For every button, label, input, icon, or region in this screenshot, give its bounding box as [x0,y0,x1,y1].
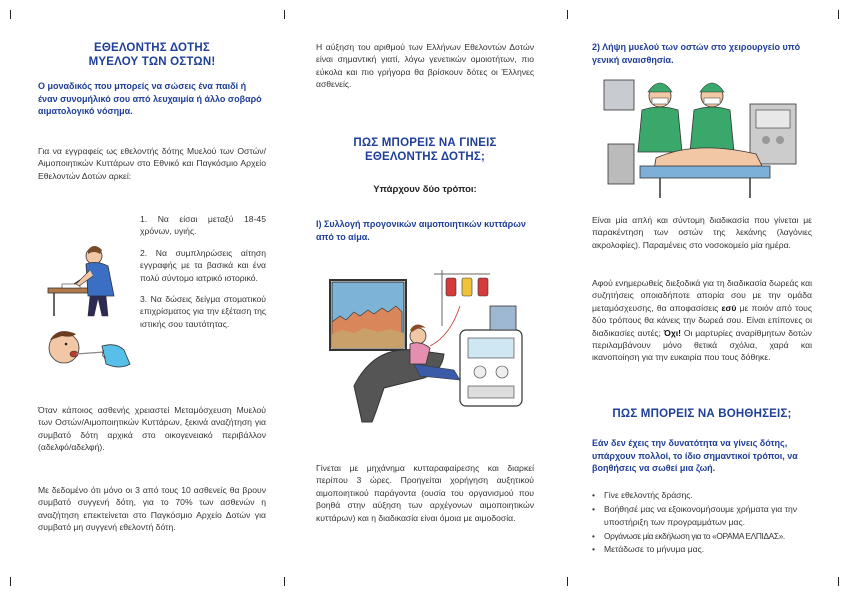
two-ways-label: Υπάρχουν δύο τρόποι: [373,184,477,195]
help-lead: Εάν δεν έχεις την δυνατότητα να γίνεις δότης, υπάρχουν πολλοί, το ίδιο σημαντικοί τρόποι, να βοηθήσεις να σωθεί μια ζωή. [592,438,798,473]
growth-paragraph: Η αύξηση του αριθμού των Ελλήνων Εθελοντών Δοτών είναι σημαντική γιατί, λόγω γενετικών ομοιοτήτων, πιο εύκολα και πιο γρήγορα θα βρίσκουν δότες οι Έλληνες ασθενείς. [316,42,534,90]
main-title-line1: ΕΘΕΛΟΝΤΗΣ ΔΟΤΗΣ [93,42,211,54]
requirement-2: 2. Να συμπληρώσεις αίτηση εγγραφής με τα βασικά και ένα πολύ σύντομο ιατρικό ιστορικό. [140,247,266,283]
main-title [38,41,266,69]
how-to-become-heading [316,136,534,164]
decision-text-part3: Οι μαρτυρίες αναρίθμητων δοτών περιλαμβάνουν μόνο θετικά σχόλια, χαρά και ικανοποίηση για την ευκαιρία που τους δόθηκε. [592,327,812,363]
crop-mark-top-mid-left [284,10,285,19]
person-writing-illustration [44,240,134,318]
decision-text-part2: με ποιόν από τους δύο τρόπους θα κάνεις την δωρεά σου. Είναι επίπονες οι διαδικασίες αυτές; [592,302,812,338]
apheresis-donor-illustration [330,266,530,424]
requirement-1: 1. Να είσαι μεταξύ 18-45 χρόνων, υγιής. [140,214,266,237]
crop-mark-bottom-left [10,577,11,586]
help-item-volunteer: • Γίνε εθελοντής δράσης. [592,489,812,503]
help-item-spread-message: • Μετάδωσε το μήνυμα μας. [592,543,812,557]
crop-mark-bottom-right [838,577,839,586]
crop-mark-bottom-mid-left [284,577,285,586]
surgery-team-illustration [600,74,802,204]
lead-statement: Ο μοναδικός που μπορείς να σώσεις ένα παιδί ή έναν συνομήλικό σου από λευχαιμία ή άλλο σοβαρό αιματολογικό νόσημα. [38,81,262,116]
crop-mark-top-mid-right [567,10,568,19]
procedure-paragraph: Είναι μία απλή και σύντομη διαδικασία που γίνεται με παρακέντηση των οστών της λεκάνης (λαγόνιες ακρολοφίες). Παραμένεις στο νοσοκομείο μία ημέρα. [592,215,812,250]
main-title-line2: ΜΥΕΛΟΥ ΤΩΝ ΟΣΤΩΝ! [88,56,216,68]
help-list [592,489,812,557]
crop-mark-top-left [10,10,11,19]
cheek-swab-illustration [42,326,138,376]
statistics-paragraph: Με δεδομένο ότι μόνο οι 3 από τους 10 ασθενείς θα βρουν συμβατό συγγενή δότη, για το 70% των ασθενών η αναζήτηση επεκτείνεται στο Παγκόσμιο Αρχείο Δοτών για συμβατό μη συγγενή εθελοντή δότη. [38,485,266,533]
requirements-list [140,213,266,330]
decision-paragraph [592,277,812,364]
method-1-title: I) Συλλογή προγονικών αιμοποιητικών κυττάρων από το αίμα. [316,219,526,242]
emphasis-no: Όχι! [663,327,682,338]
registration-intro: Για να εγγραφείς ως εθελοντής δότης Μυελού των Οστών/Αιμοποιητικών Κυττάρων στο Εθνικό και Παγκόσμιο Αρχείο Εθελοντών Δοτών αρκεί: [38,146,266,181]
method-2-title: 2) Λήψη μυελού των οστών στο χειρουργείο υπό γενική αναισθησία. [592,42,801,65]
help-item-funding: • Βοήθησέ μας να εξοικονομήσουμε χρήματα για την υποστήριξη των προγραμμάτων μας. [592,503,812,530]
help-item-event: • Οργάνωσε μία εκδήλωση για το «ΟΡΑΜΑ ΕΛΠΙΔΑΣ». [592,530,812,544]
how-to-help-heading: ΠΩΣ ΜΠΟΡΕΙΣ ΝΑ ΒΟΗΘΗΣΕΙΣ; [612,408,792,420]
emphasis-you: εσύ [721,302,737,313]
crop-mark-bottom-mid-right [567,577,568,586]
how-to-become-line1: ΠΩΣ ΜΠΟΡΕΙΣ ΝΑ ΓΙΝΕΙΣ [353,137,497,149]
requirement-3: 3. Να δώσεις δείγμα στοματικού επιχρίσματος για την εξέταση της ιστικής σου ταυτότητας. [140,294,266,329]
crop-mark-top-right [838,10,839,19]
search-paragraph: Όταν κάποιος ασθενής χρειαστεί Μεταμόσχευση Μυελού των Οστών/Αιμοποιητικών Κυττάρων, ξεκινά αναζήτηση για συμβατό δότη αρχικά στο οικογενειακό περιβάλλον (αδελφό/αδελφή). [38,405,266,453]
decision-text-part1: Αφού ενημερωθείς διεξοδικά για τη διαδικασία δωρεάς και συζητήσεις οποιαδήποτε απορία σου με την ομάδα μεταμόσχευσης, θα αποφασίσεις [592,278,812,313]
apheresis-paragraph: Γίνεται με μηχάνημα κυτταραφαίρεσης και διαρκεί περίπου 3 ώρες. Προηγείται χορήγηση αυξητικού αιμοποιητικού παράγοντα (ουσία του οργανισμού που βοηθά στην αύξηση των αρχέγονων αιμοποιητικών κυττάρων) και η διαδικασία είναι όμοια με αιμοδοσία. [316,463,534,523]
how-to-become-line2: ΕΘΕΛΟΝΤΗΣ ΔΟΤΗΣ; [364,151,486,163]
